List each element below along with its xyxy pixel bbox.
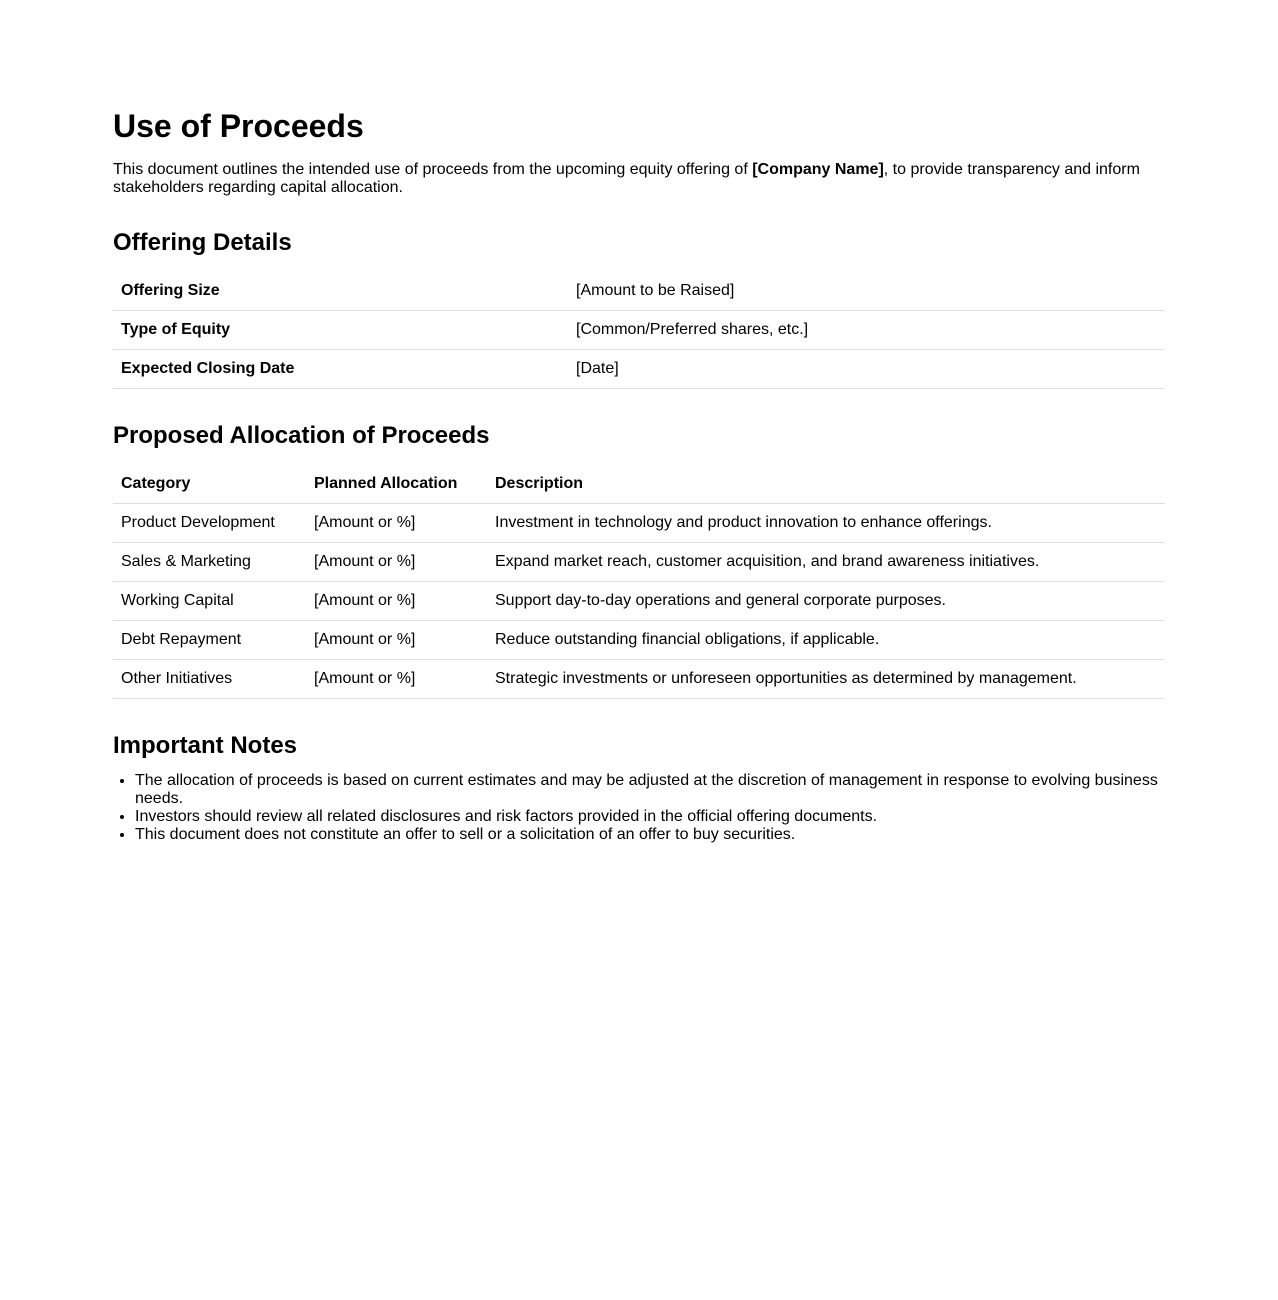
description-cell: Investment in technology and product innovation to enhance offerings. xyxy=(487,504,1165,543)
table-row xyxy=(113,582,1165,621)
closing-date-label: Expected Closing Date xyxy=(113,350,568,389)
intro-text-start: This document outlines the intended use of proceeds from the upcoming equity offering of xyxy=(113,161,753,178)
table-row xyxy=(113,660,1165,699)
list-item: • Investors should review all related disclosures and risk factors provided in the official offering documents. xyxy=(135,808,1165,826)
category-cell: Working Capital xyxy=(113,582,306,621)
allocation-heading: Proposed Allocation of Proceeds xyxy=(113,422,490,449)
column-header-category: Category xyxy=(113,465,306,504)
amount-cell: [Amount or %] xyxy=(306,504,487,543)
list-item: • This document does not constitute an offer to sell or a solicitation of an offer to buy securities. xyxy=(135,826,1165,844)
category-cell: Other Initiatives xyxy=(113,660,306,699)
amount-cell: [Amount or %] xyxy=(306,660,487,699)
column-header-description: Description xyxy=(487,465,1165,504)
intro-text-end: , to provide transparency and inform stakeholders regarding capital allocation. xyxy=(113,161,1140,196)
table-row xyxy=(113,621,1165,660)
list-item: • The allocation of proceeds is based on current estimates and may be adjusted at the discretion of management in response to evolving business needs. xyxy=(135,772,1165,808)
table-row xyxy=(113,543,1165,582)
category-cell: Product Development xyxy=(113,504,306,543)
page-title: Use of Proceeds xyxy=(113,108,364,144)
company-name-placeholder: [Company Name] xyxy=(752,161,884,178)
category-cell: Sales & Marketing xyxy=(113,543,306,582)
amount-cell: [Amount or %] xyxy=(306,543,487,582)
category-cell: Debt Repayment xyxy=(113,621,306,660)
table-header-row xyxy=(113,465,1165,504)
amount-cell: [Amount or %] xyxy=(306,621,487,660)
description-cell: Support day-to-day operations and general corporate purposes. xyxy=(487,582,1165,621)
notes-list xyxy=(113,772,1165,844)
offering-details-table xyxy=(113,272,1165,389)
offering-size-value: [Amount to be Raised] xyxy=(568,272,1165,311)
equity-type-value: [Common/Preferred shares, etc.] xyxy=(568,311,1165,350)
intro-paragraph xyxy=(113,161,1165,197)
table-row xyxy=(113,272,1165,311)
description-cell: Strategic investments or unforeseen opportunities as determined by management. xyxy=(487,660,1165,699)
equity-type-label: Type of Equity xyxy=(113,311,568,350)
offering-size-label: Offering Size xyxy=(113,272,568,311)
notes-heading: Important Notes xyxy=(113,732,298,759)
description-cell: Reduce outstanding financial obligations, if applicable. xyxy=(487,621,1165,660)
offering-details-heading: Offering Details xyxy=(113,229,292,256)
column-header-planned-allocation: Planned Allocation xyxy=(306,465,487,504)
table-row xyxy=(113,311,1165,350)
table-row xyxy=(113,350,1165,389)
allocation-table xyxy=(113,465,1165,699)
table-row xyxy=(113,504,1165,543)
description-cell: Expand market reach, customer acquisition, and brand awareness initiatives. xyxy=(487,543,1165,582)
amount-cell: [Amount or %] xyxy=(306,582,487,621)
closing-date-value: [Date] xyxy=(568,350,1165,389)
